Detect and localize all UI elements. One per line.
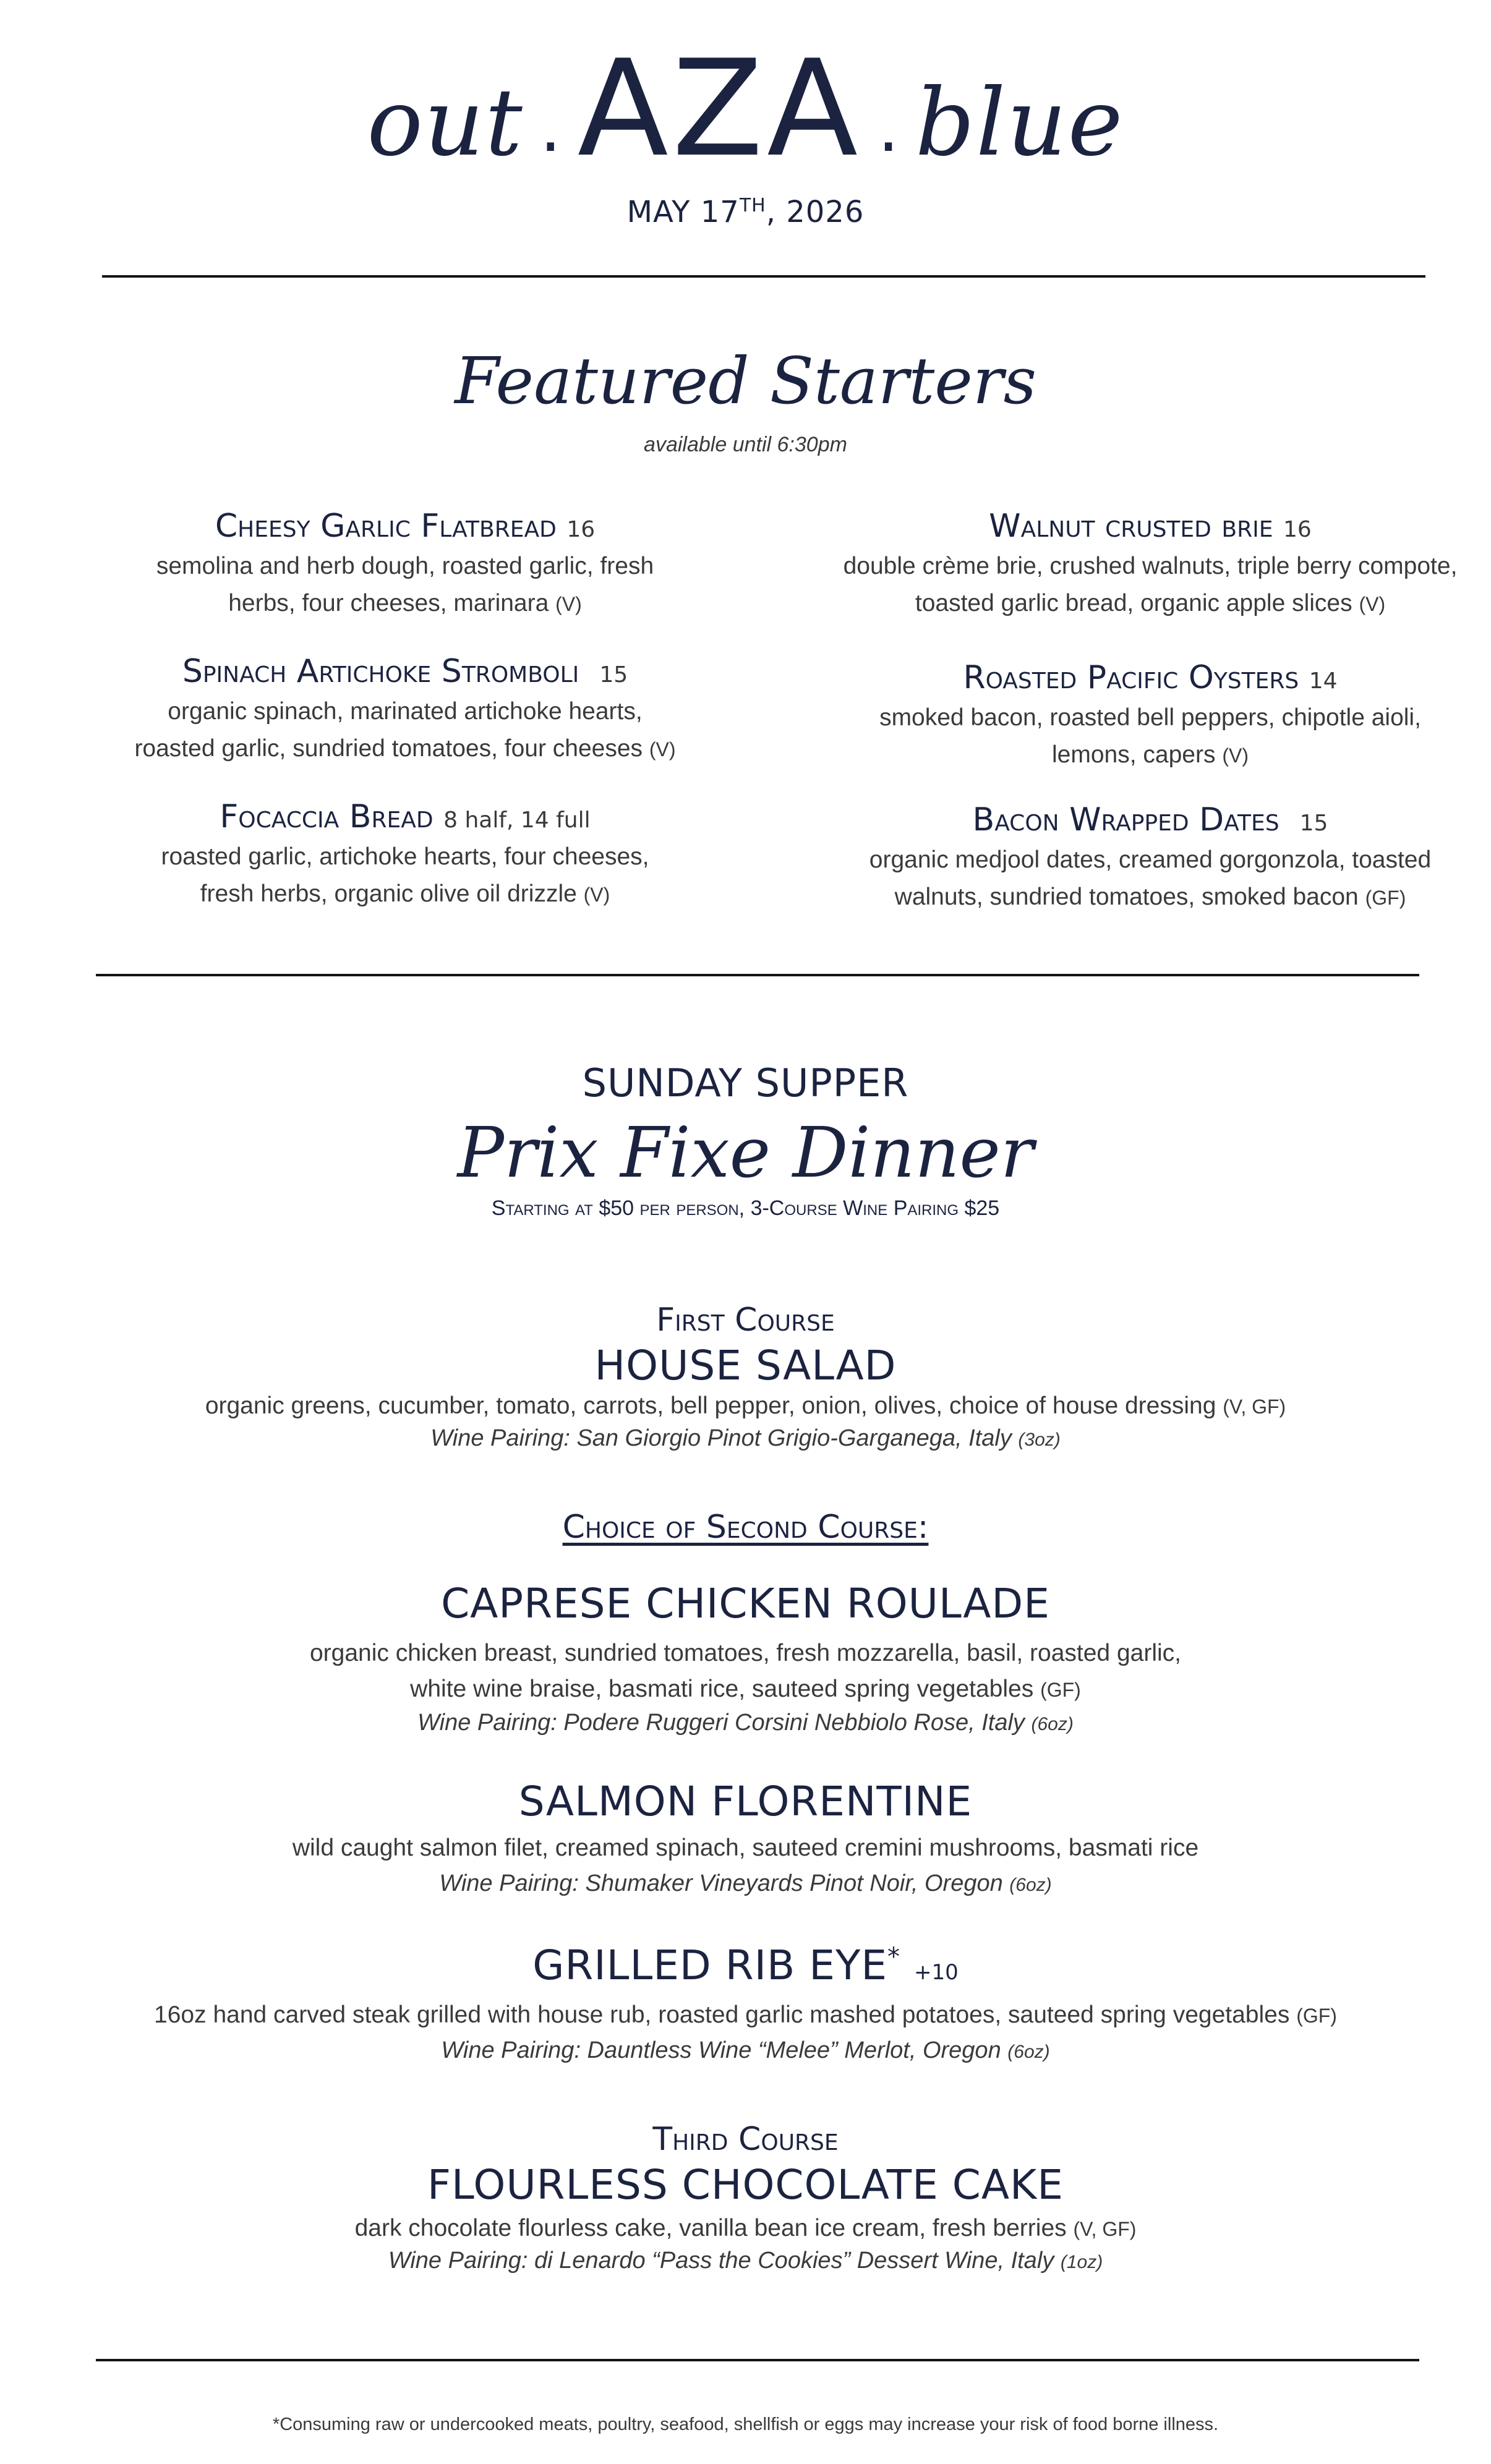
- diet-tag: (GF): [1365, 887, 1406, 910]
- wine-pairing: [0, 2037, 1491, 2064]
- starter-name: Cheesy Garlic Flatbread: [215, 508, 557, 545]
- starter-desc: lemons, capers: [1052, 741, 1223, 769]
- brand-logo: [0, 31, 1491, 186]
- starter-desc: walnuts, sundried tomatoes, smoked bacon: [894, 884, 1359, 911]
- wine-pairing: [0, 1710, 1491, 1736]
- starter-item: [804, 659, 1491, 774]
- starter-name: Focaccia Bread: [220, 798, 434, 835]
- starter-price: 15: [599, 662, 628, 688]
- date-prefix: MAY 17: [626, 195, 740, 229]
- dish-desc: [0, 2210, 1491, 2247]
- brand-separator-right: .: [878, 88, 900, 167]
- wine-pairing: [0, 2248, 1491, 2274]
- second-course-label: Choice of Second Course:: [562, 1509, 929, 1546]
- starter-price: 16: [1283, 517, 1312, 542]
- diet-tag: (V, GF): [1223, 1396, 1286, 1418]
- starter-item: [804, 801, 1491, 916]
- starter-name: Walnut crusted brie: [989, 508, 1273, 545]
- starter-name: Roasted Pacific Oysters: [963, 659, 1299, 696]
- starter-name: Spinach Artichoke Stromboli: [182, 653, 579, 690]
- diet-tag: (V): [649, 738, 676, 761]
- dish-name: SALMON FLORENTINE: [518, 1778, 973, 1825]
- diet-tag: (V): [1222, 744, 1249, 767]
- dish-desc-text: 16oz hand carved steak grilled with house rub, roasted garlic mashed potatoes, sauteed spring vegetables: [154, 2001, 1290, 2028]
- wine-pairing-text: Wine Pairing: Shumaker Vineyards Pinot Noir, Oregon: [439, 1870, 1003, 1896]
- wine-pairing-text: Wine Pairing: San Giorgio Pinot Grigio-Garganega, Italy: [430, 1425, 1012, 1451]
- diet-tag: (V): [583, 884, 610, 906]
- starter-desc: fresh herbs, organic olive oil drizzle: [200, 880, 577, 908]
- diet-tag: (V, GF): [1073, 2218, 1137, 2240]
- starter-desc: double crème brie, crushed walnuts, triple berry compote,: [843, 553, 1458, 580]
- diet-tag: (V): [1359, 593, 1386, 616]
- prix-fixe-title: Prix Fixe Dinner: [457, 1113, 1034, 1193]
- brand-separator-left: .: [539, 88, 562, 167]
- pour-size: (1oz): [1060, 2252, 1103, 2272]
- dish-desc-text: wild caught salmon filet, creamed spinach, sauteed cremini mushrooms, basmati rice: [292, 1835, 1199, 1861]
- wine-pairing: [0, 1425, 1491, 1452]
- starter-price: 16: [566, 517, 596, 542]
- pour-size: (6oz): [1007, 2042, 1050, 2062]
- starter-desc: toasted garlic bread, organic apple slices: [915, 590, 1352, 617]
- dish-desc: [0, 1830, 1491, 1866]
- brand-right: blue: [915, 69, 1124, 177]
- date-suffix: TH: [739, 195, 766, 216]
- food-safety-disclaimer: *Consuming raw or undercooked meats, poultry, seafood, shellfish or eggs may increase your risk of food borne illness.: [272, 2415, 1219, 2434]
- starter-price: 15: [1299, 811, 1328, 836]
- dish-name: [0, 1942, 1491, 1989]
- dish-name: HOUSE SALAD: [594, 1342, 897, 1389]
- starter-desc: smoked bacon, roasted bell peppers, chipotle aioli,: [879, 704, 1421, 731]
- third-course-label: Third Course: [652, 2121, 839, 2158]
- dish-name: CAPRESE CHICKEN ROULADE: [441, 1580, 1050, 1627]
- upcharge: +10: [914, 1960, 959, 1985]
- pour-size: (3oz): [1018, 1430, 1061, 1450]
- starter-price: 14: [1309, 668, 1338, 694]
- first-course-label: First Course: [656, 1302, 835, 1339]
- dish-name-text: GRILLED RIB EYE: [532, 1942, 888, 1989]
- dish-desc-text: organic chicken breast, sundried tomatoes, fresh mozzarella, basil, roasted garlic,: [309, 1640, 1181, 1666]
- starter-item: [93, 652, 717, 768]
- starter-item: [93, 507, 717, 623]
- starter-item: [804, 507, 1491, 623]
- divider-bottom: [96, 2359, 1419, 2361]
- featured-note: available until 6:30pm: [644, 433, 847, 456]
- brand-left: out: [367, 69, 524, 177]
- dish-desc-text: organic greens, cucumber, tomato, carrots, bell pepper, onion, olives, choice of house dressing: [205, 1392, 1216, 1419]
- featured-title: Featured Starters: [455, 343, 1036, 419]
- dish-name: FLOURLESS CHOCOLATE CAKE: [427, 2161, 1064, 2209]
- starter-desc: semolina and herb dough, roasted garlic, fresh: [156, 553, 654, 580]
- dish-desc-text: white wine braise, basmati rice, sauteed spring vegetables: [410, 1676, 1034, 1702]
- divider-top: [102, 275, 1425, 278]
- starter-desc: roasted garlic, sundried tomatoes, four cheeses: [134, 735, 643, 762]
- wine-pairing-text: Wine Pairing: di Lenardo “Pass the Cookies” Dessert Wine, Italy: [388, 2248, 1061, 2274]
- raw-warning-star: *: [887, 1943, 901, 1971]
- supper-heading: SUNDAY SUPPER: [582, 1060, 909, 1106]
- brand-center: AZA: [577, 31, 862, 186]
- diet-tag: (GF): [1296, 2005, 1337, 2027]
- dish-desc: [0, 1997, 1491, 2034]
- divider-middle: [96, 974, 1419, 976]
- dish-desc: [0, 1635, 1491, 1708]
- starter-desc: herbs, four cheeses, marinara: [228, 590, 549, 617]
- dish-desc-text: dark chocolate flourless cake, vanilla bean ice cream, fresh berries: [354, 2215, 1067, 2241]
- pour-size: (6oz): [1031, 1714, 1074, 1734]
- starter-desc: roasted garlic, artichoke hearts, four cheeses,: [161, 843, 649, 871]
- date-year: , 2026: [766, 195, 865, 229]
- wine-pairing-text: Wine Pairing: Dauntless Wine “Melee” Merlot, Oregon: [441, 2037, 1001, 2063]
- starter-item: [93, 798, 717, 913]
- diet-tag: (GF): [1040, 1679, 1081, 1701]
- wine-pairing: [0, 1870, 1491, 1897]
- starter-name: Bacon Wrapped Dates: [972, 801, 1280, 838]
- menu-date: [0, 195, 1491, 229]
- diet-tag: (V): [555, 593, 582, 616]
- starter-price: 8 half, 14 full: [443, 808, 591, 833]
- starter-desc: organic medjool dates, creamed gorgonzola, toasted: [869, 846, 1432, 874]
- wine-pairing-text: Wine Pairing: Podere Ruggeri Corsini Nebbiolo Rose, Italy: [417, 1710, 1025, 1736]
- dish-desc: [0, 1388, 1491, 1425]
- prix-fixe-subtitle: Starting at $50 per person, 3-Course Wine Pairing $25: [491, 1196, 1000, 1220]
- starter-desc: organic spinach, marinated artichoke hearts,: [168, 698, 643, 725]
- pour-size: (6oz): [1009, 1875, 1052, 1895]
